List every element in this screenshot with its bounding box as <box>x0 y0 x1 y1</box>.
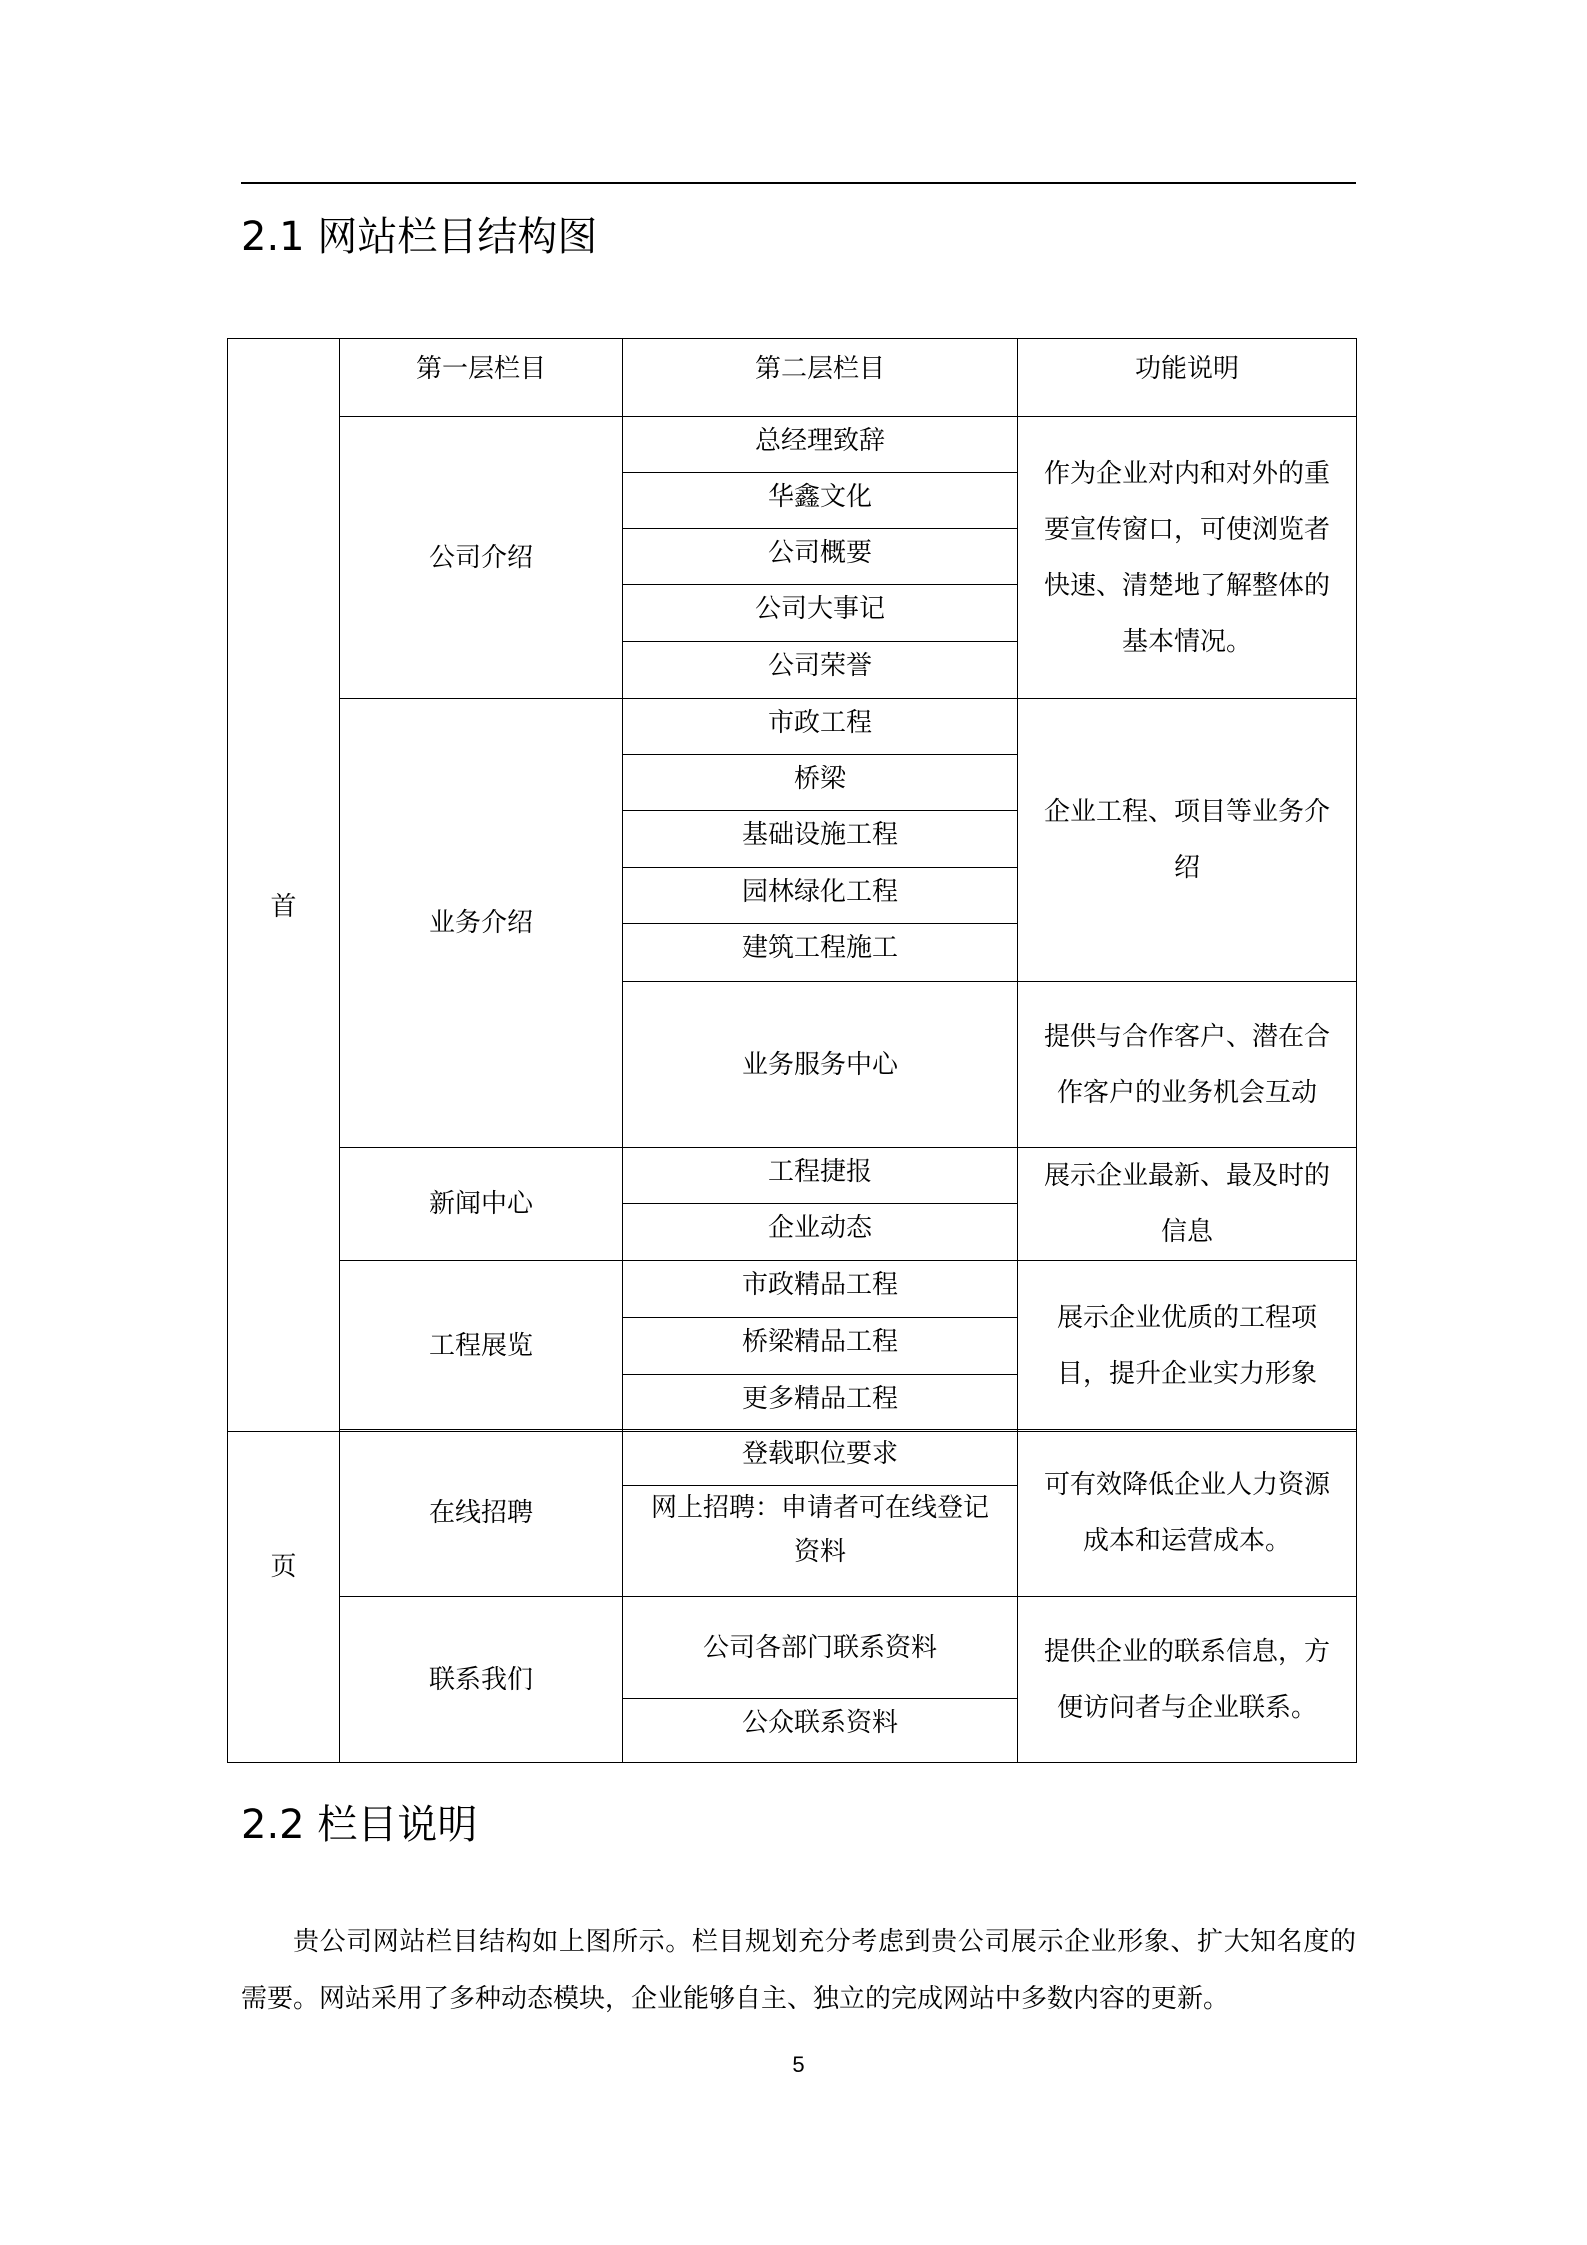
section-heading-2-1: 2.1 网站栏目结构图 <box>241 214 598 260</box>
level2-cell: 园林绿化工程 <box>623 868 1018 924</box>
level2-cell: 网上招聘：申请者可在线登记资料 <box>623 1486 1018 1597</box>
home-column <box>228 339 340 1582</box>
level2-cell: 工程捷报 <box>623 1148 1018 1204</box>
level1-cell: 公司介绍 <box>340 417 623 699</box>
level2-cell: 建筑工程施工 <box>623 924 1018 982</box>
function-cell: 展示企业优质的工程项目，提升企业实力形象 <box>1018 1261 1357 1432</box>
level2-cell: 桥梁精品工程 <box>623 1318 1018 1375</box>
header-rule <box>241 182 1356 184</box>
function-cell: 展示企业最新、最及时的信息 <box>1018 1148 1357 1261</box>
level2-cell: 登载职位要求 <box>623 1430 1018 1486</box>
level2-cell: 更多精品工程 <box>623 1375 1018 1432</box>
site-structure-table-continued <box>227 1429 1357 1763</box>
function-cell: 作为企业对内和对外的重要宣传窗口，可使浏览者快速、清楚地了解整体的基本情况。 <box>1018 417 1357 699</box>
function-cell: 提供企业的联系信息，方便访问者与企业联系。 <box>1018 1597 1357 1763</box>
level2-cell: 公司各部门联系资料 <box>623 1597 1018 1699</box>
level2-cell: 基础设施工程 <box>623 811 1018 868</box>
level1-cell: 工程展览 <box>340 1261 623 1432</box>
level2-cell: 市政精品工程 <box>623 1261 1018 1318</box>
level2-cell: 企业动态 <box>623 1203 1018 1260</box>
home-char-1: 首 <box>270 892 297 922</box>
level2-cell: 公司荣誉 <box>623 642 1018 699</box>
level2-cell: 公司概要 <box>623 529 1018 585</box>
header-level1: 第一层栏目 <box>340 339 623 417</box>
level2-cell: 市政工程 <box>623 699 1018 755</box>
body-paragraph: 贵公司网站栏目结构如上图所示。栏目规划充分考虑到贵公司展示企业形象、扩大知名度的需要。网站采用了多种动态模块，企业能够自主、独立的完成网站中多数内容的更新。 <box>241 1927 1356 2014</box>
level1-cell: 新闻中心 <box>340 1148 623 1261</box>
level2-cell: 公众联系资料 <box>623 1699 1018 1763</box>
level2-cell: 业务服务中心 <box>623 982 1018 1148</box>
home-char-2: 页 <box>270 1552 297 1582</box>
level2-cell: 桥梁 <box>623 755 1018 811</box>
level2-cell: 公司大事记 <box>623 585 1018 642</box>
function-cell: 提供与合作客户、潜在合作客户的业务机会互动 <box>1018 982 1357 1148</box>
level2-cell: 总经理致辞 <box>623 417 1018 473</box>
level1-cell: 业务介绍 <box>340 699 623 1148</box>
header-level2: 第二层栏目 <box>623 339 1018 417</box>
section-heading-2-2: 2.2 栏目说明 <box>241 1802 478 1848</box>
level1-cell: 联系我们 <box>340 1597 623 1763</box>
level2-cell: 华鑫文化 <box>623 473 1018 529</box>
function-cell: 可有效降低企业人力资源成本和运营成本。 <box>1018 1430 1357 1597</box>
level1-cell: 在线招聘 <box>340 1430 623 1597</box>
function-cell: 企业工程、项目等业务介绍 <box>1018 699 1357 982</box>
header-function: 功能说明 <box>1018 339 1357 417</box>
page-number: 5 <box>792 2052 805 2077</box>
